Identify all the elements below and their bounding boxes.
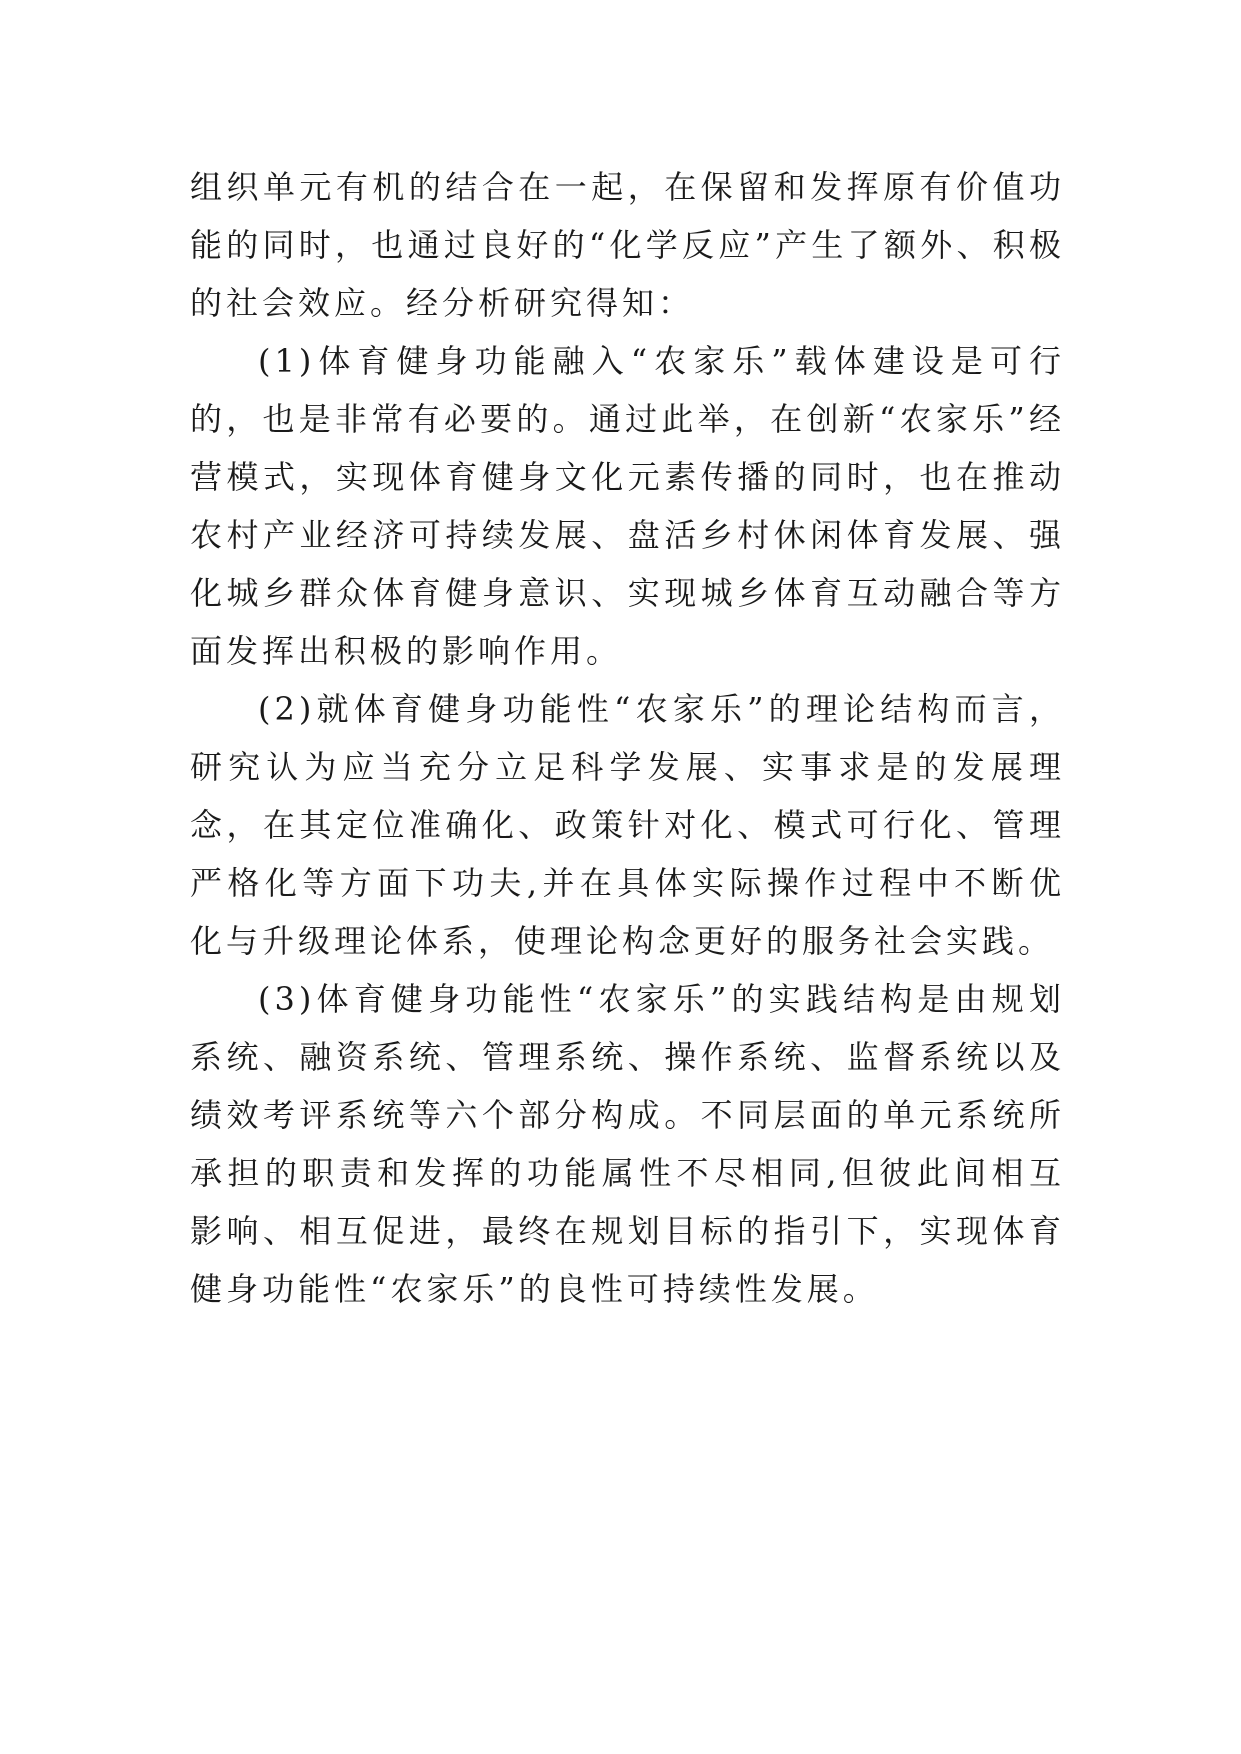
paragraph-point-1: (1)体育健身功能融入“农家乐”载体建设是可行的，也是非常有必要的。通过此举，在创新“农家乐”经营模式，实现体育健身文化元素传播的同时，也在推动农村产业经济可持续发展、盘活乡村休闲体育发展、强化城乡群众体育健身意识、实现城乡体育互动融合等方面发挥出积极的影响作用。 xyxy=(190,342,1065,670)
paragraph-continuation: 组织单元有机的结合在一起，在保留和发挥原有价值功能的同时，也通过良好的“化学反应”产生了额外、积极的社会效应。经分析研究得知： xyxy=(190,168,1065,322)
paragraph-point-2: (2)就体育健身功能性“农家乐”的理论结构而言，研究认为应当充分立足科学发展、实事求是的发展理念，在其定位准确化、政策针对化、模式可行化、管理严格化等方面下功夫,并在具体实际操作过程中不断优化与升级理论体系，使理论构念更好的服务社会实践。 xyxy=(190,690,1065,960)
document-body xyxy=(190,158,1065,1318)
paragraph-point-3: (3)体育健身功能性“农家乐”的实践结构是由规划系统、融资系统、管理系统、操作系统、监督系统以及绩效考评系统等六个部分构成。不同层面的单元系统所承担的职责和发挥的功能属性不尽相同,但彼此间相互影响、相互促进，最终在规划目标的指引下，实现体育健身功能性“农家乐”的良性可持续性发展。 xyxy=(190,980,1065,1308)
